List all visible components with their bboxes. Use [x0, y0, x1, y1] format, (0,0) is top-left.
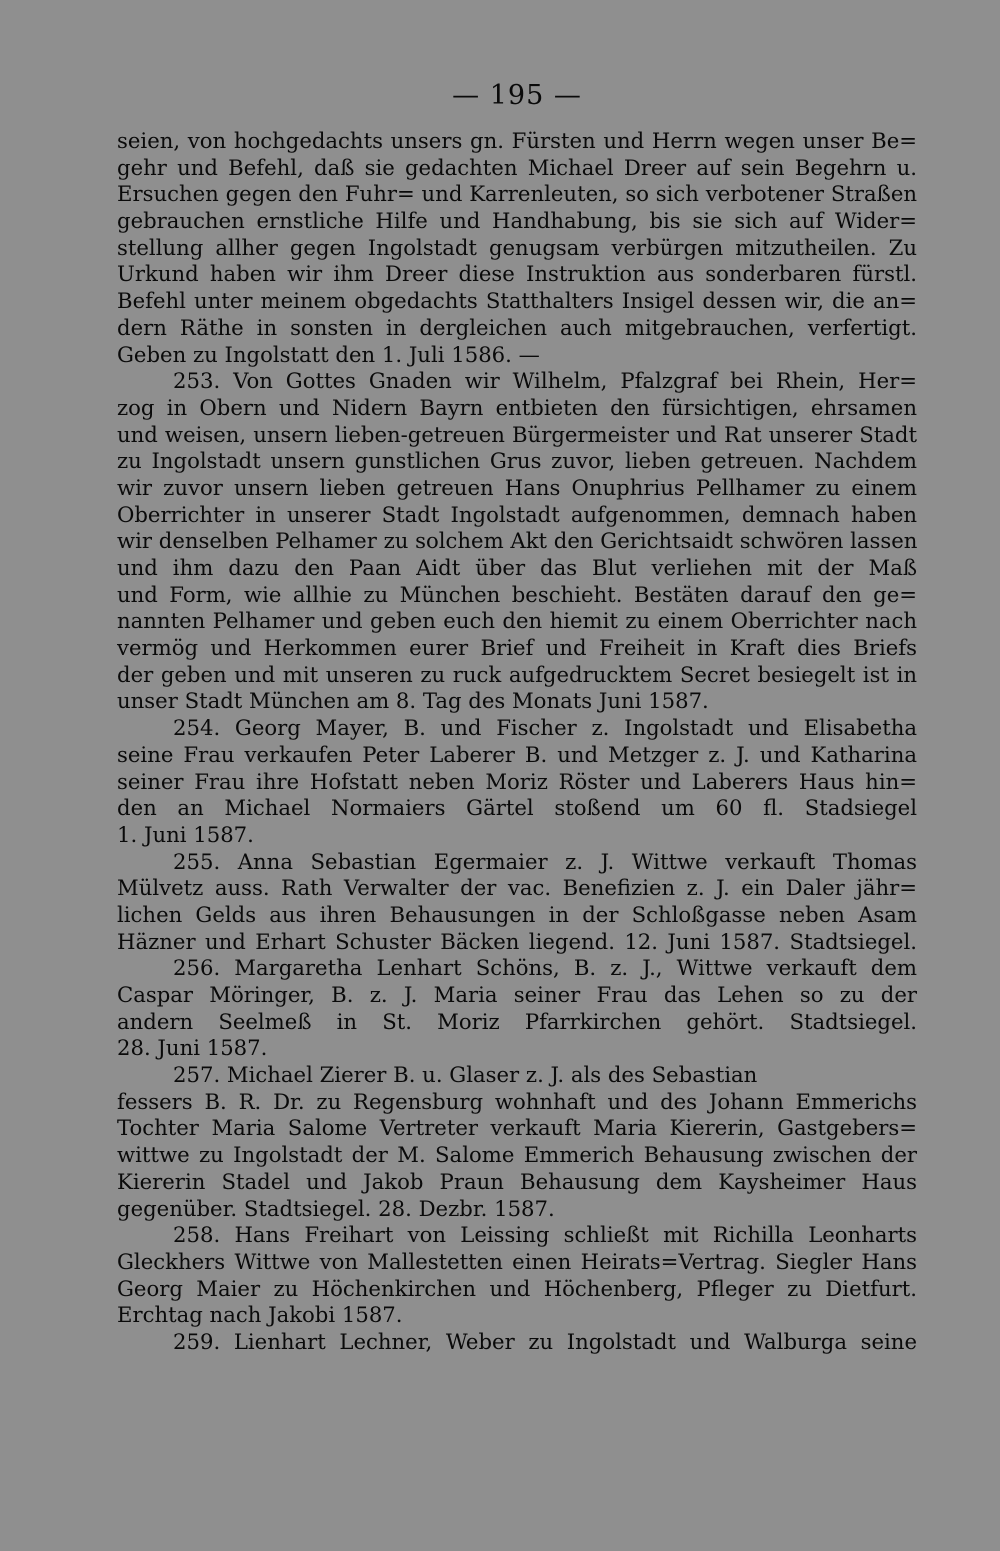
- text-line: Ersuchen gegen den Fuhr= und Karrenleuten, so sich verbotener Straßen: [117, 181, 917, 207]
- text-line: 258. Hans Freihart von Leissing schließt mit Richilla Leonharts: [173, 1222, 917, 1248]
- text-line: Caspar Möringer, B. z. J. Maria seiner Frau das Lehen so zu der: [117, 982, 917, 1007]
- text-line: dern Räthe in sonsten in dergleichen auch mitgebrauchen, verfertigt.: [117, 314, 917, 340]
- text-line: nannten Pelhamer und geben euch den hiemit zu einem Oberrichter nach: [117, 608, 917, 634]
- text-line: gebrauchen ernstliche Hilfe und Handhabung, bis sie sich auf Wider=: [117, 208, 917, 234]
- text-line: Kiererin Stadel und Jakob Praun Behausung dem Kaysheimer Haus: [117, 1168, 917, 1194]
- text-line: fessers B. R. Dr. zu Regensburg wohnhaft und des Johann Emmerichs: [117, 1088, 917, 1114]
- text-line: Gleckhers Wittwe von Mallestetten einen Heirats=Vertrag. Siegler Hans: [117, 1248, 917, 1274]
- text-line: unser Stadt München am 8. Tag des Monats Juni 1587.: [117, 688, 709, 714]
- text-line: zog in Obern und Nidern Bayrn entbieten den fürsichtigen, ehrsamen: [117, 394, 917, 420]
- text-line: Oberrichter in unserer Stadt Ingolstadt aufgenommen, demnach haben: [117, 501, 917, 527]
- text-line: seiner Frau ihre Hofstatt neben Moriz Röster und Laberers Haus hin=: [117, 768, 917, 794]
- text-line: 256. Margaretha Lenhart Schöns, B. z. J., Wittwe verkauft dem: [173, 955, 917, 981]
- text-line: gehr und Befehl, daß sie gedachten Michael Dreer auf sein Begehrn u.: [117, 154, 917, 180]
- text-line: 28. Juni 1587.: [117, 1035, 268, 1061]
- text-line: den an Michael Normaiers Gärtel stoßend um 60 fl. Stadsiegel: [117, 795, 917, 821]
- text-line: 1. Juni 1587.: [117, 821, 254, 847]
- text-line: andern Seelmeß in St. Moriz Pfarrkirchen gehört. Stadtsiegel.: [117, 1008, 917, 1034]
- text-line: Befehl unter meinem obgedachts Statthalters Insigel dessen wir, die an=: [117, 288, 917, 314]
- text-line: seine Frau verkaufen Peter Laberer B. und Metzger z. J. und Katharina: [117, 741, 917, 767]
- book-page: [117, 78, 917, 1518]
- text-line: gegenüber. Stadtsiegel. 28. Dezbr. 1587.: [117, 1195, 555, 1221]
- text-line: stellung allher gegen Ingolstadt genugsam verbürgen mitzutheilen. Zu: [117, 234, 917, 260]
- text-line: 255. Anna Sebastian Egermaier z. J. Wittwe verkauft Thomas: [173, 848, 917, 874]
- text-line: Erchtag nach Jakobi 1587.: [117, 1302, 403, 1328]
- body-text: [117, 128, 917, 1356]
- text-line: Georg Maier zu Höchenkirchen und Höchenberg, Pfleger zu Dietfurt.: [117, 1275, 917, 1301]
- text-line: wittwe zu Ingolstadt der M. Salome Emmerich Behausung zwischen der: [117, 1142, 917, 1168]
- page-number: — 195 —: [452, 80, 582, 111]
- text-line: wir zuvor unsern lieben getreuen Hans Onuphrius Pellhamer zu einem: [117, 474, 917, 500]
- text-line: Tochter Maria Salome Vertreter verkauft Maria Kiererin, Gastgebers=: [117, 1115, 917, 1141]
- text-line: seien, von hochgedachts unsers gn. Fürsten und Herrn wegen unser Be=: [117, 128, 917, 153]
- text-line: 257. Michael Zierer B. u. Glaser z. J. als des Sebastian: [173, 1062, 758, 1088]
- text-line: Geben zu Ingolstatt den 1. Juli 1586. —: [117, 341, 540, 367]
- text-line: Häzner und Erhart Schuster Bäcken liegend. 12. Juni 1587. Stadtsiegel.: [117, 928, 917, 954]
- text-line: Urkund haben wir ihm Dreer diese Instruktion aus sonderbaren fürstl.: [117, 261, 917, 287]
- text-line: zu Ingolstadt unsern gunstlichen Grus zuvor, lieben getreuen. Nachdem: [117, 448, 917, 474]
- text-line: und Form, wie allhie zu München beschieht. Bestäten darauf den ge=: [117, 581, 917, 607]
- text-line: lichen Gelds aus ihren Behausungen in der Schloßgasse neben Asam: [117, 901, 917, 927]
- text-line: 253. Von Gottes Gnaden wir Wilhelm, Pfalzgraf bei Rhein, Her=: [173, 368, 917, 394]
- text-line: vermög und Herkommen eurer Brief und Freiheit in Kraft dies Briefs: [117, 635, 917, 661]
- text-line: Mülvetz auss. Rath Verwalter der vac. Benefizien z. J. ein Daler jähr=: [117, 875, 917, 901]
- text-line: 259. Lienhart Lechner, Weber zu Ingolstadt und Walburga seine: [173, 1328, 917, 1354]
- text-line: wir denselben Pelhamer zu solchem Akt den Gerichtsaidt schwören lassen: [117, 528, 917, 554]
- text-line: der geben und mit unseren zu ruck aufgedrucktem Secret besiegelt ist in: [117, 661, 917, 687]
- text-line: und weisen, unsern lieben-getreuen Bürgermeister und Rat unserer Stadt: [117, 421, 917, 447]
- text-line: und ihm dazu den Paan Aidt über das Blut verliehen mit der Maß: [117, 555, 917, 580]
- text-line: 254. Georg Mayer, B. und Fischer z. Ingolstadt und Elisabetha: [173, 715, 917, 741]
